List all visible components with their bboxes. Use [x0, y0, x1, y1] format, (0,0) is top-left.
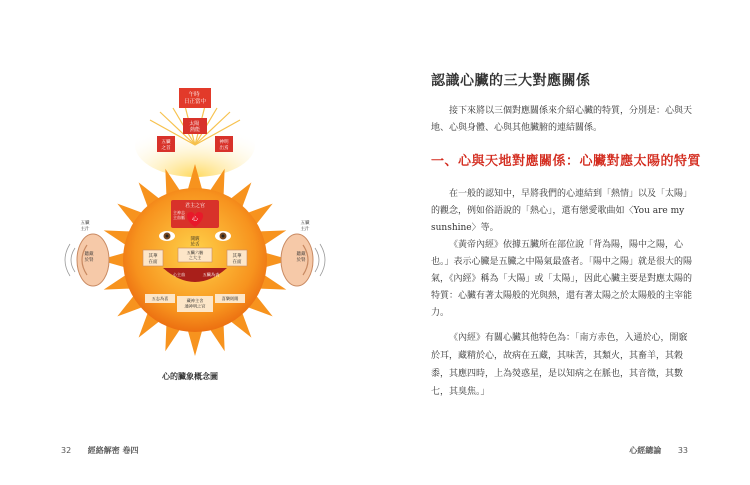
paragraph: 《黃帝內經》依據五臟所在部位說「背為陽，陽中之陽，心也。」表示心臟是五臟之中陽氣最盛者。「陽中之陽」就是很大的陽氣，《內經》稱為「大陽」或「太陽」，因此心臟主要是對應太陽的特質：心臟有著太陽般的光與熱，還有著太陽之於太陽般的主宰能力。: [431, 240, 693, 318]
svg-text:心: 心: [191, 216, 199, 223]
section-heading: 一、心與天地對應關係：心臟對應太陽的特質: [431, 154, 702, 169]
right-page: [375, 0, 750, 485]
svg-text:午時 日正當中: 午時 日正當中: [183, 92, 207, 105]
body-text: [431, 186, 693, 322]
svg-text:君主之官: 君主之官: [184, 203, 206, 209]
svg-text:其華在面: 其華在面: [232, 254, 242, 265]
noon-box-text: 午時: [188, 92, 200, 98]
paragraph: 在一般的認知中，早將我們的心連結到「熱情」以及「太陽」的觀念，例如俗語說的「熱心」，還有戀愛歌曲如〈You are my sunshine〉等。: [431, 189, 693, 233]
heart-concept-diagram: [55, 70, 335, 370]
svg-text:五臟為表: 五臟為表: [202, 272, 220, 277]
svg-text:五臟之首: 五臟之首: [161, 140, 171, 151]
page-number-left: 32: [61, 446, 72, 455]
svg-text:五臟主汁: 五臟主汁: [80, 221, 90, 232]
svg-text:聽藏於腎: 聽藏於腎: [84, 252, 94, 263]
svg-text:主神志主血脈: 主神志主血脈: [173, 210, 185, 220]
page-heading: 認識心臟的三大對應關係: [431, 73, 591, 89]
left-footer: [61, 445, 139, 456]
diagram-caption: 心的臟象概念圖: [162, 372, 218, 381]
svg-text:五志為喜: 五志為喜: [151, 296, 169, 301]
svg-text:五臟六腑之大主: 五臟六腑之大主: [186, 250, 204, 260]
svg-text:神明出焉: 神明出焉: [219, 140, 229, 151]
svg-text:藏神主舍通神明之官: 藏神主舍通神明之官: [184, 298, 206, 309]
sun-diagram-svg: [55, 70, 335, 370]
svg-text:太陽 熱能: 太陽 熱能: [189, 121, 201, 133]
right-footer: [629, 445, 688, 456]
svg-text:喜樂則陽: 喜樂則陽: [221, 296, 239, 301]
running-title-right: 心經總論: [629, 446, 662, 455]
quote-block: [431, 329, 693, 401]
intro-paragraph: 接下來將以三個對應關係來介紹心臟的特質，分別是：心與天地、心與身體、心與其他臟腑的連結關係。: [431, 106, 693, 133]
svg-text:五臟主汁: 五臟主汁: [300, 221, 310, 232]
svg-text:其華在面: 其華在面: [148, 254, 158, 265]
running-title-left: 經絡解密 卷四: [87, 446, 139, 455]
page-number-right: 33: [677, 446, 688, 455]
svg-text:開竅於舌: 開竅於舌: [190, 237, 200, 248]
svg-text:聽藏於腎: 聽藏於腎: [296, 252, 306, 263]
quote-text: 「南方赤色，入通於心，開竅於耳，藏精於心，故病在五藏，其味苦，其類火，其畜羊，其穀黍，其應四時，上為熒惑星，是以知病之在脈也，其音徵，其數七，其臭焦。」: [431, 333, 688, 397]
svg-text:心主血: 心主血: [172, 272, 186, 277]
noon-box: [179, 88, 211, 108]
quote-lead: 《內經》有關心臟其他特色為：: [449, 333, 576, 343]
